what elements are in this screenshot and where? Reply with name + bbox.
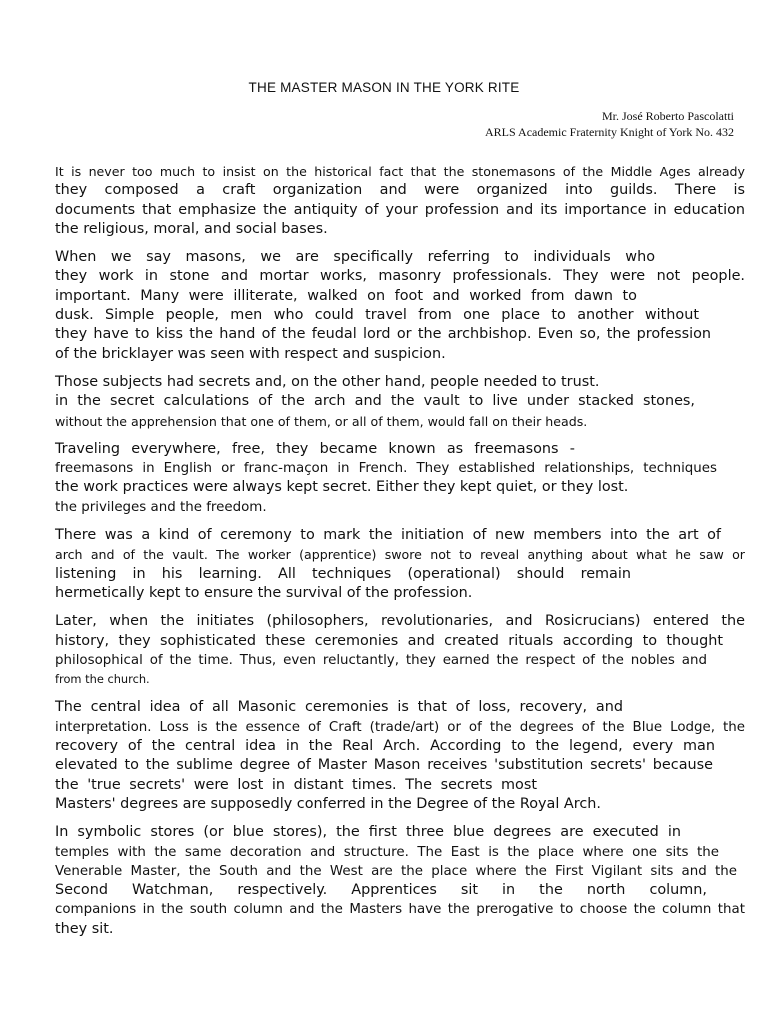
- text-line: they have to kiss the hand of the feudal lord or the archbishop. Even so, the profession: [55, 326, 711, 343]
- text-line: they sit.: [55, 920, 114, 937]
- text-line: In symbolic stores (or blue stores), the first three blue degrees are executed in: [55, 824, 681, 841]
- paragraph: [55, 526, 745, 603]
- text-line: temples with the same decoration and structure. The East is the place where one sits the: [55, 844, 719, 860]
- text-line: interpretation. Loss is the essence of Craft (trade/art) or of the degrees of the Blue Lodge, the: [55, 719, 745, 735]
- text-line: without the apprehension that one of them, or all of them, would fall on their heads.: [55, 413, 588, 429]
- text-line: Traveling everywhere, free, they became known as freemasons -: [55, 440, 575, 457]
- text-line: Later, when the initiates (philosophers, revolutionaries, and Rosicrucians) entered the: [55, 613, 745, 630]
- text-line: they composed a craft organization and were organized into guilds. There is: [55, 182, 745, 199]
- paragraph: [55, 823, 745, 939]
- text-line: The central idea of all Masonic ceremonies is that of loss, recovery, and: [55, 699, 623, 716]
- text-line: they work in stone and mortar works, masonry professionals. They were not people.: [55, 268, 745, 285]
- text-line: Masters' degrees are supposedly conferred in the Degree of the Royal Arch.: [55, 795, 601, 812]
- text-line: philosophical of the time. Thus, even reluctantly, they earned the respect of the nobles and: [55, 652, 707, 668]
- text-line: freemasons in English or franc-maçon in French. They established relationships, techniques: [55, 461, 717, 477]
- text-line: arch and of the vault. The worker (apprentice) swore not to reveal anything about what he saw or: [55, 547, 745, 563]
- paragraph: [55, 162, 745, 239]
- paragraph: [55, 612, 745, 689]
- text-line: Those subjects had secrets and, on the other hand, people needed to trust.: [55, 373, 600, 390]
- text-line: dusk. Simple people, men who could travel from one place to another without: [55, 307, 699, 324]
- text-line: important. Many were illiterate, walked on foot and worked from dawn to: [55, 287, 637, 304]
- author-affiliation: ARLS Academic Fraternity Knight of York No. 432: [485, 125, 734, 139]
- text-line: companions in the south column and the Masters have the prerogative to choose the column that: [55, 902, 745, 918]
- text-line: the work practices were always kept secret. Either they kept quiet, or they lost.: [55, 479, 629, 496]
- text-line: Second Watchman, respectively. Apprentices sit in the north column,: [55, 882, 707, 899]
- text-line: in the secret calculations of the arch and the vault to live under stacked stones,: [55, 393, 695, 410]
- text-line: There was a kind of ceremony to mark the initiation of new members into the art of: [55, 527, 721, 544]
- text-line: elevated to the sublime degree of Master Mason receives 'substitution secrets' because: [55, 757, 713, 774]
- document-title: THE MASTER MASON IN THE YORK RITE: [248, 80, 520, 95]
- text-line: When we say masons, we are specifically referring to individuals who: [55, 249, 655, 266]
- paragraph: [55, 373, 745, 431]
- byline: [485, 108, 734, 140]
- text-line: the 'true secrets' were lost in distant times. The secrets most: [55, 776, 537, 793]
- text-line: listening in his learning. All techniques (operational) should remain: [55, 565, 631, 582]
- paragraph: [55, 698, 745, 814]
- text-line: the religious, moral, and social bases.: [55, 220, 328, 237]
- author-name: Mr. José Roberto Pascolatti: [602, 109, 734, 123]
- text-line: of the bricklayer was seen with respect and suspicion.: [55, 345, 446, 362]
- document-body: [55, 162, 745, 948]
- paragraph: [55, 248, 745, 364]
- text-line: documents that emphasize the antiquity of your profession and its importance in education: [55, 201, 745, 218]
- paragraph: [55, 440, 745, 517]
- text-line: recovery of the central idea in the Real Arch. According to the legend, every man: [55, 738, 715, 755]
- text-line: hermetically kept to ensure the survival of the profession.: [55, 584, 473, 601]
- text-line: history, they sophisticated these ceremonies and created rituals according to thought: [55, 632, 723, 649]
- text-line: It is never too much to insist on the historical fact that the stonemasons of the Middle Ages already: [55, 164, 745, 179]
- text-line: Venerable Master, the South and the West are the place where the First Vigilant sits and the: [55, 863, 737, 879]
- text-line: the privileges and the freedom.: [55, 499, 267, 515]
- text-line: from the church.: [55, 672, 150, 687]
